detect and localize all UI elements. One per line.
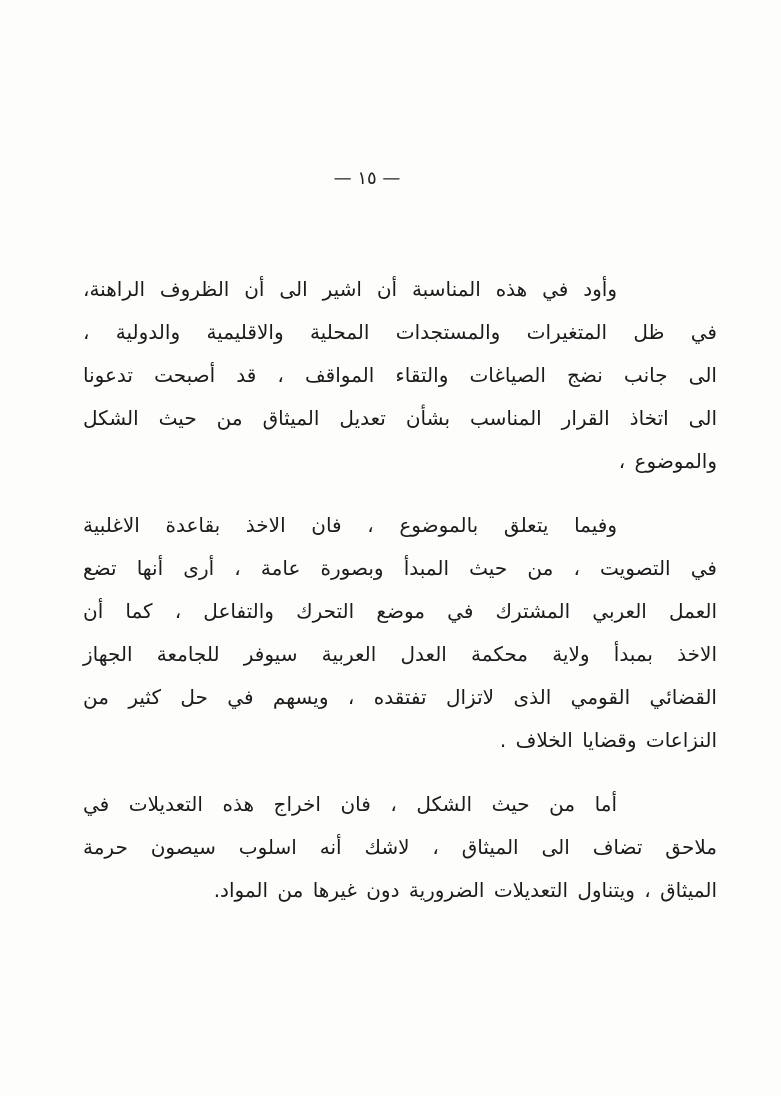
text-line: الاخذ بمبدأ ولاية محكمة العدل العربية سيوفر للجامعة الجهاز <box>83 642 717 666</box>
text-line: أما من حيث الشكل ، فان اخراج هذه التعديلات في <box>83 792 617 816</box>
text-line: في التصويت ، من حيث المبدأ وبصورة عامة ، أرى أنها تضع <box>83 556 717 580</box>
page-number: — ١٥ — <box>333 168 401 189</box>
text-line: النزاعات وقضايا الخلاف . <box>499 728 717 752</box>
paragraph-1 <box>83 268 717 483</box>
text-line: وفيما يتعلق بالموضوع ، فان الاخذ بقاعدة الاغلبية <box>83 513 617 537</box>
text-line: والموضوع ، <box>618 449 717 473</box>
text-line: الى اتخاذ القرار المناسب بشأن تعديل الميثاق من حيث الشكل <box>83 406 717 430</box>
text-line: وأود في هذه المناسبة أن اشير الى أن الظروف الراهنة، <box>83 277 617 301</box>
text-line: ملاحق تضاف الى الميثاق ، لاشك أنه اسلوب سيصون حرمة <box>83 835 717 859</box>
text-line: القضائي القومي الذى لاتزال تفتقده ، ويسهم في حل كثير من <box>83 685 717 709</box>
paragraph-3 <box>83 783 717 912</box>
text-line: الميثاق ، ويتناول التعديلات الضرورية دون غيرها من المواد. <box>213 878 717 902</box>
text-line: في ظل المتغيرات والمستجدات المحلية والاقليمية والدولية ، <box>83 320 717 344</box>
document-body-text <box>83 268 717 933</box>
text-line: العمل العربي المشترك في موضع التحرك والتفاعل ، كما أن <box>83 599 717 623</box>
text-line: الى جانب نضج الصياغات والتقاء المواقف ، قد أصبحت تدعونا <box>83 363 717 387</box>
paragraph-2 <box>83 504 717 762</box>
